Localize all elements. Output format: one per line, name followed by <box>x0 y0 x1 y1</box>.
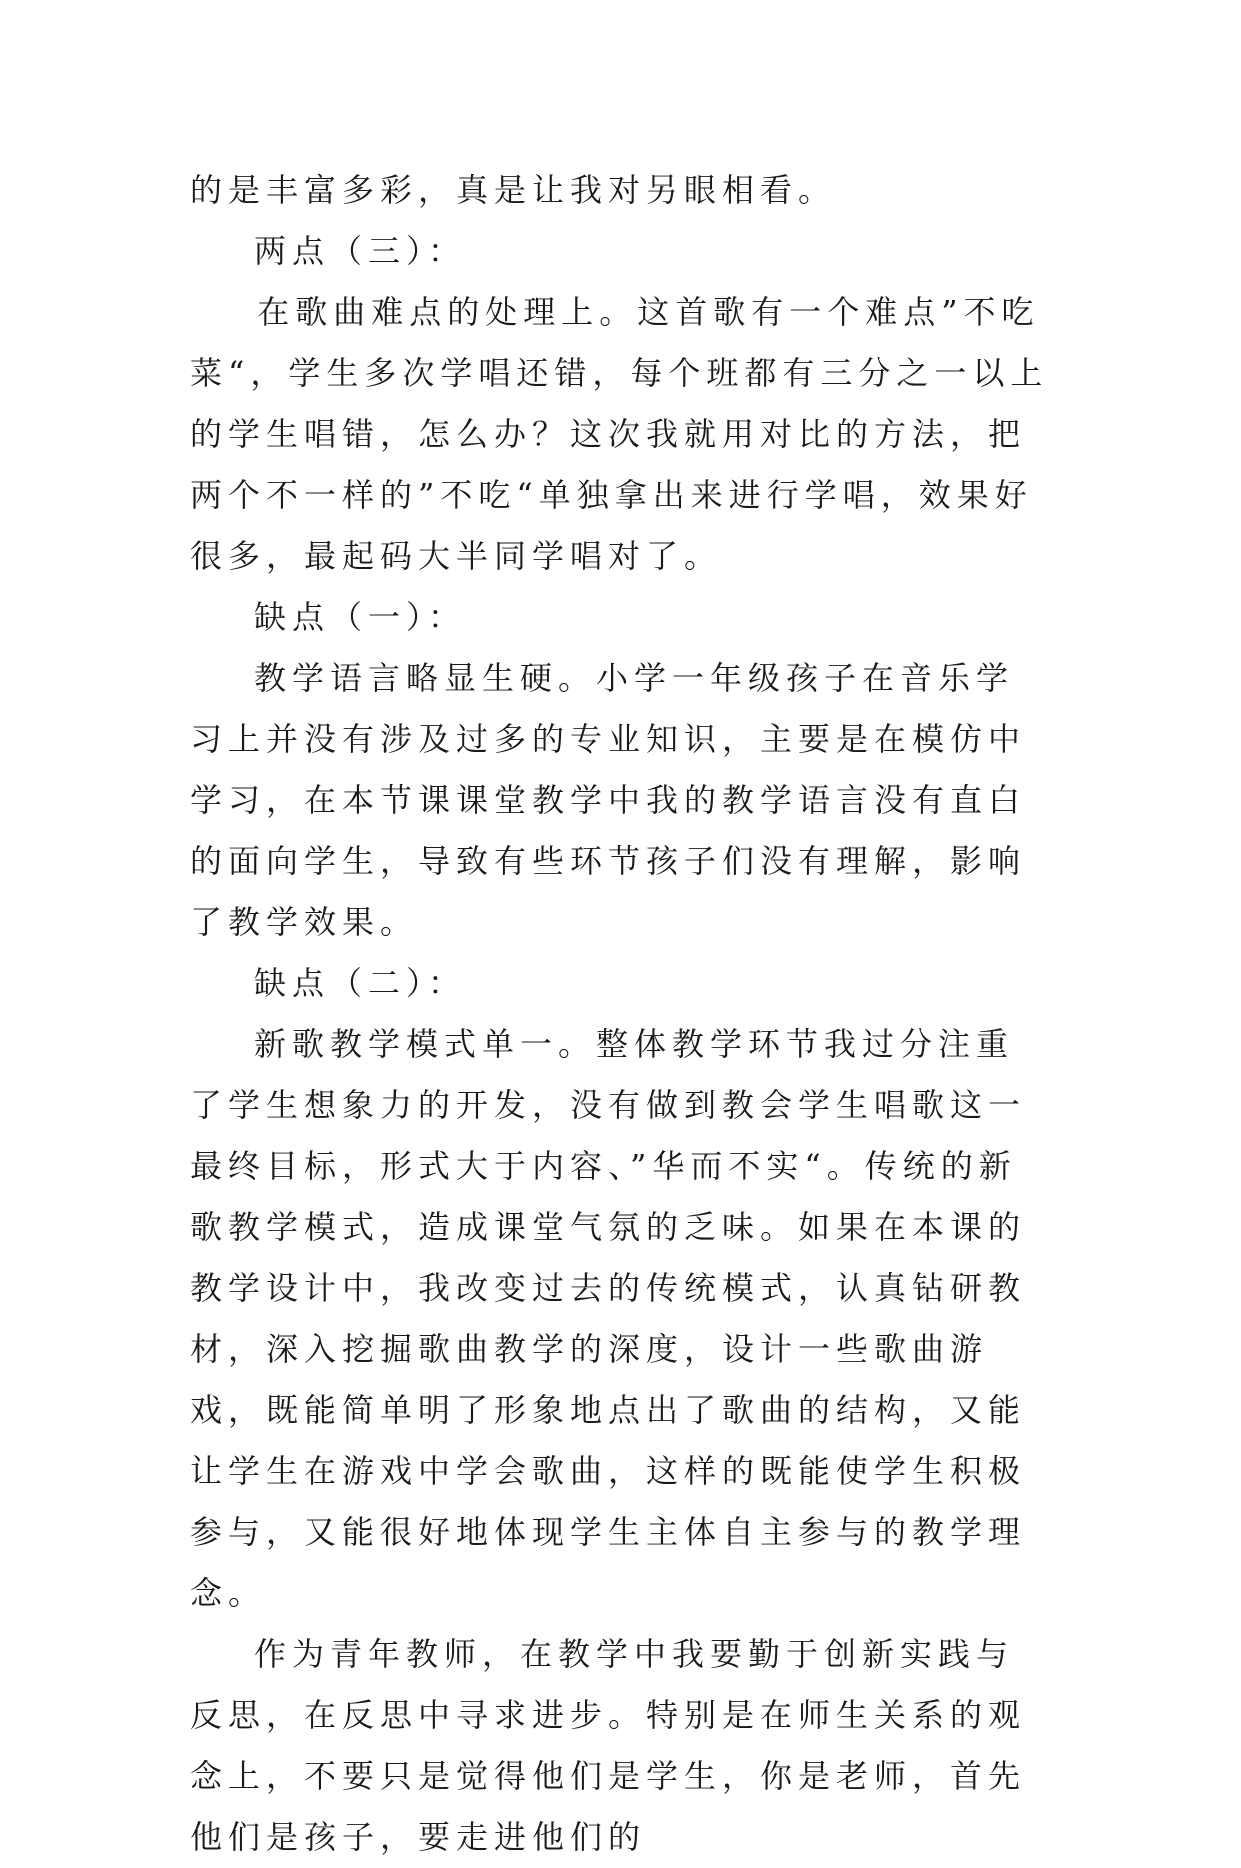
paragraph-advantage-three: 在歌曲难点的处理上。这首歌有一个难点”不吃菜“，学生多次学唱还错，每个班都有三分之一以上的学生唱错，怎么办？这次我就用对比的方法，把两个不一样的”不吃“单独拿出来进行学唱，效果好很多，最起码大半同学唱对了。 <box>190 293 1049 575</box>
paragraph-shortcoming-one: 教学语言略显生硬。小学一年级孩子在音乐学习上并没有涉及过多的专业知识，主要是在模仿中学习，在本节课课堂教学中我的教学语言没有直白的面向学生，导致有些环节孩子们没有理解，影响了教学效果。 <box>190 659 1027 941</box>
heading-shortcoming-two: 缺点（二）： <box>254 964 467 1002</box>
paragraph-conclusion: 作为青年教师，在教学中我要勤于创新实践与反思，在反思中寻求进步。特别是在师生关系的观念上，不要只是觉得他们是学生，你是老师，首先他们是孩子，要走进他们的 <box>190 1635 1027 1856</box>
heading-shortcoming-one: 缺点（一）： <box>254 598 467 636</box>
heading-advantage-three: 两点（三）： <box>254 232 467 270</box>
paragraph-shortcoming-two: 新歌教学模式单一。整体教学环节我过分注重了学生想象力的开发，没有做到教会学生唱歌这一最终目标，形式大于内容、”华而不实“。传统的新歌教学模式，造成课堂气氛的乏味。如果在本课的教学设计中，我改变过去的传统模式，认真钻研教材，深入挖掘歌曲教学的深度，设计一些歌曲游戏，既能简单明了形象地点出了歌曲的结构，又能让学生在游戏中学会歌曲，这样的既能使学生积极参与，又能很好地体现学生主体自主参与的教学理念。 <box>190 1025 1027 1612</box>
paragraph-continuation: 的是丰富多彩，真是让我对另眼相看。 <box>190 171 837 209</box>
document-body <box>190 160 1050 1868</box>
